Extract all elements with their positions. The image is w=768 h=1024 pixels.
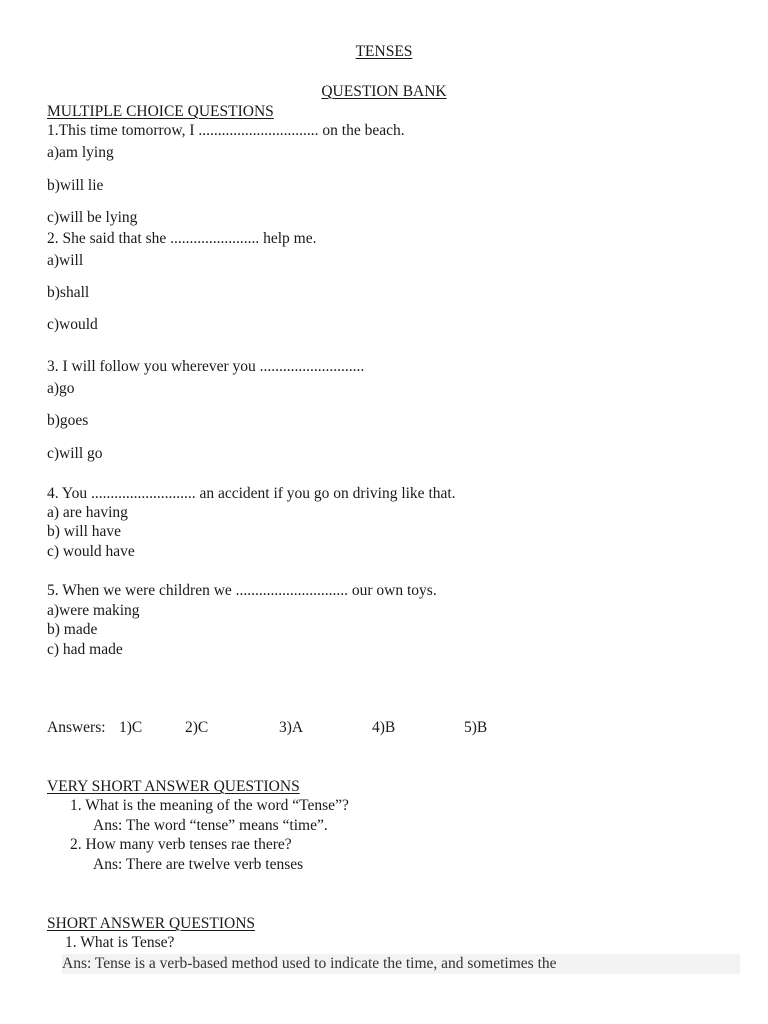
question-2-option-c: c)would	[47, 316, 98, 333]
answer-2: 2)C	[185, 719, 209, 736]
page-subtitle: QUESTION BANK	[321, 83, 447, 100]
short-heading: SHORT ANSWER QUESTIONS	[47, 915, 256, 932]
question-5-option-a: a)were making	[47, 602, 140, 619]
question-3-option-a: a)go	[47, 380, 75, 397]
short-answer-1: Ans: Tense is a verb-based method used to indicate the time, and sometimes the	[62, 954, 740, 974]
question-4-option-a: a) are having	[47, 504, 128, 521]
very-short-answer-2: Ans: There are twelve verb tenses	[93, 856, 304, 873]
very-short-question-2: 2. How many verb tenses rae there?	[70, 836, 292, 853]
answer-1: 1)C	[119, 719, 143, 736]
question-2-option-a: a)will	[47, 252, 84, 269]
very-short-answer-1: Ans: The word “tense” means “time”.	[93, 817, 328, 834]
question-2: 2. She said that she ....................... help me.	[47, 230, 317, 247]
question-2-option-b: b)shall	[47, 284, 90, 301]
question-5-option-c: c) had made	[47, 641, 123, 658]
page-title: TENSES	[355, 43, 413, 60]
question-4: 4. You ........................... an accident if you go on driving like that.	[47, 485, 456, 502]
question-1-option-a: a)am lying	[47, 144, 114, 161]
question-3: 3. I will follow you wherever you ...........................	[47, 358, 365, 375]
question-5: 5. When we were children we ............................. our own toys.	[47, 582, 437, 599]
very-short-question-1: 1. What is the meaning of the word “Tense”?	[70, 797, 349, 814]
question-3-option-c: c)will go	[47, 445, 103, 462]
answer-3: 3)A	[279, 719, 304, 736]
question-4-option-c: c) would have	[47, 543, 135, 560]
question-1: 1.This time tomorrow, I ............................... on the beach.	[47, 122, 405, 139]
answer-4: 4)B	[372, 719, 396, 736]
short-question-1: 1. What is Tense?	[65, 934, 175, 951]
question-1-option-c: c)will be lying	[47, 209, 138, 226]
answer-5: 5)B	[464, 719, 488, 736]
mcq-heading: MULTIPLE CHOICE QUESTIONS	[47, 103, 274, 120]
question-4-option-b: b) will have	[47, 523, 122, 540]
question-5-option-b: b) made	[47, 621, 98, 638]
very-short-heading: VERY SHORT ANSWER QUESTIONS	[47, 778, 300, 795]
answers-label: Answers:	[47, 719, 106, 736]
question-1-option-b: b)will lie	[47, 177, 104, 194]
question-3-option-b: b)goes	[47, 412, 89, 429]
